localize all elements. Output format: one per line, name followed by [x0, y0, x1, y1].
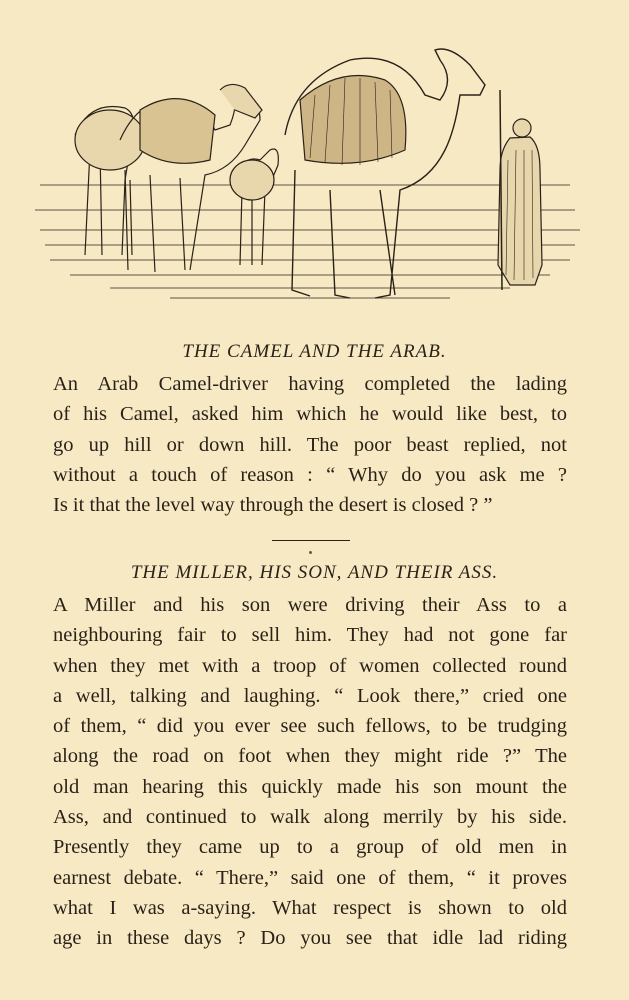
- text-line: Is it that the level way through the desert is closed ? ”: [53, 494, 493, 517]
- text-line: of them, “ did you ever see such fellows, to be trudging: [53, 715, 567, 738]
- text-line: go up hill or down hill. The poor beast replied, not: [53, 433, 567, 456]
- fable-title-miller-son-ass: THE MILLER, HIS SON, AND THEIR ASS.: [130, 562, 499, 583]
- text-line: neighbouring fair to sell him. They had not gone far: [53, 624, 567, 647]
- text-line: when they met with a troop of women collected round: [53, 654, 567, 677]
- text-line: without a touch of reason : “ Why do you ask me ?: [53, 463, 567, 486]
- text-line: what I was a-saying. What respect is shown to old: [53, 896, 567, 919]
- camel-small-background: [230, 149, 278, 265]
- fable-text-miller-son-ass: [53, 590, 567, 954]
- fable-title-camel-and-arab: THE CAMEL AND THE ARAB.: [182, 341, 447, 362]
- text-line: Presently they came up to a group of old men in: [53, 836, 567, 859]
- camel-far-left: [75, 107, 145, 255]
- section-divider: [272, 540, 350, 541]
- text-line: Ass, and continued to walk along merrily by his side.: [53, 806, 567, 829]
- text-line: A Miller and his son were driving their Ass to a: [53, 594, 567, 616]
- camels-and-arab-illustration: [30, 40, 590, 310]
- text-line: old man hearing this quickly made his son mount the: [53, 775, 567, 798]
- text-line: age in these days ? Do you see that idle lad riding: [53, 927, 567, 950]
- text-line: along the road on foot when they might ride ?” The: [53, 745, 567, 768]
- divider-dot: [309, 551, 312, 554]
- fable-text-camel-and-arab: [53, 369, 567, 520]
- text-line: a well, talking and laughing. “ Look there,” cried one: [53, 684, 567, 707]
- text-line: of his Camel, asked him which he would like best, to: [53, 403, 567, 426]
- text-line: earnest debate. “ There,” said one of them, “ it proves: [53, 866, 567, 889]
- camel-large-foreground: [285, 49, 485, 298]
- arab-figure: [498, 90, 542, 290]
- text-line: An Arab Camel-driver having completed the lading: [53, 373, 567, 395]
